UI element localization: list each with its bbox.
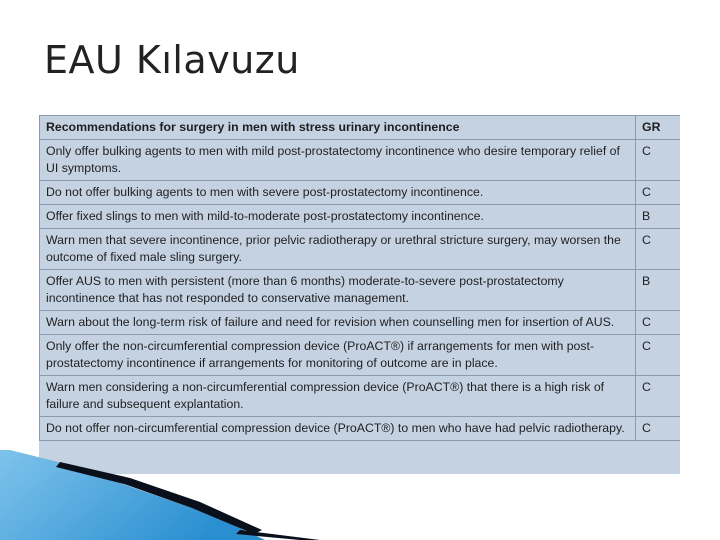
- recommendation-text: Offer AUS to men with persistent (more than 6 months) moderate-to-severe post-prostatectomy incontinence that has not responded to conservative management.: [40, 270, 636, 311]
- grade-cell: B: [636, 205, 681, 229]
- recommendations-table: [39, 115, 680, 474]
- table-row: [40, 335, 681, 376]
- grade-cell: B: [636, 270, 681, 311]
- table-row: [40, 417, 681, 441]
- table-row: [40, 140, 681, 181]
- swoosh-blue-shape: [0, 450, 265, 540]
- column-header-grade: GR: [636, 116, 681, 140]
- table-row: [40, 376, 681, 417]
- column-header-recommendation: Recommendations for surgery in men with stress urinary incontinence: [40, 116, 636, 140]
- recommendation-text: Only offer bulking agents to men with mild post-prostatectomy incontinence who desire temporary relief of UI symptoms.: [40, 140, 636, 181]
- corner-swoosh-decoration: [0, 450, 330, 540]
- table-row: [40, 311, 681, 335]
- grade-cell: C: [636, 311, 681, 335]
- recommendation-text: Warn about the long-term risk of failure and need for revision when counselling men for insertion of AUS.: [40, 311, 636, 335]
- grade-cell: C: [636, 229, 681, 270]
- grade-cell: C: [636, 181, 681, 205]
- slide-title: EAU Kılavuzu: [44, 38, 300, 82]
- recommendation-text: Do not offer bulking agents to men with severe post-prostatectomy incontinence.: [40, 181, 636, 205]
- table-row: [40, 205, 681, 229]
- table-header-row: [40, 116, 681, 140]
- grade-cell: C: [636, 140, 681, 181]
- grade-cell: C: [636, 417, 681, 441]
- grade-cell: C: [636, 335, 681, 376]
- table-row: [40, 181, 681, 205]
- recommendation-text: Do not offer non-circumferential compression device (ProACT®) to men who have had pelvic radiotherapy.: [40, 417, 636, 441]
- recommendation-text: Warn men that severe incontinence, prior pelvic radiotherapy or urethral stricture surgery, may worsen the outcome of fixed male sling surgery.: [40, 229, 636, 270]
- recommendation-text: Offer fixed slings to men with mild-to-moderate post-prostatectomy incontinence.: [40, 205, 636, 229]
- grade-cell: C: [636, 376, 681, 417]
- recommendation-text: Only offer the non-circumferential compression device (ProACT®) if arrangements for men with post-prostatectomy incontinence if arrangements for monitoring of outcome are in place.: [40, 335, 636, 376]
- table-row: [40, 270, 681, 311]
- recommendation-text: Warn men considering a non-circumferential compression device (ProACT®) that there is a high risk of failure and subsequent explantation.: [40, 376, 636, 417]
- table-row: [40, 229, 681, 270]
